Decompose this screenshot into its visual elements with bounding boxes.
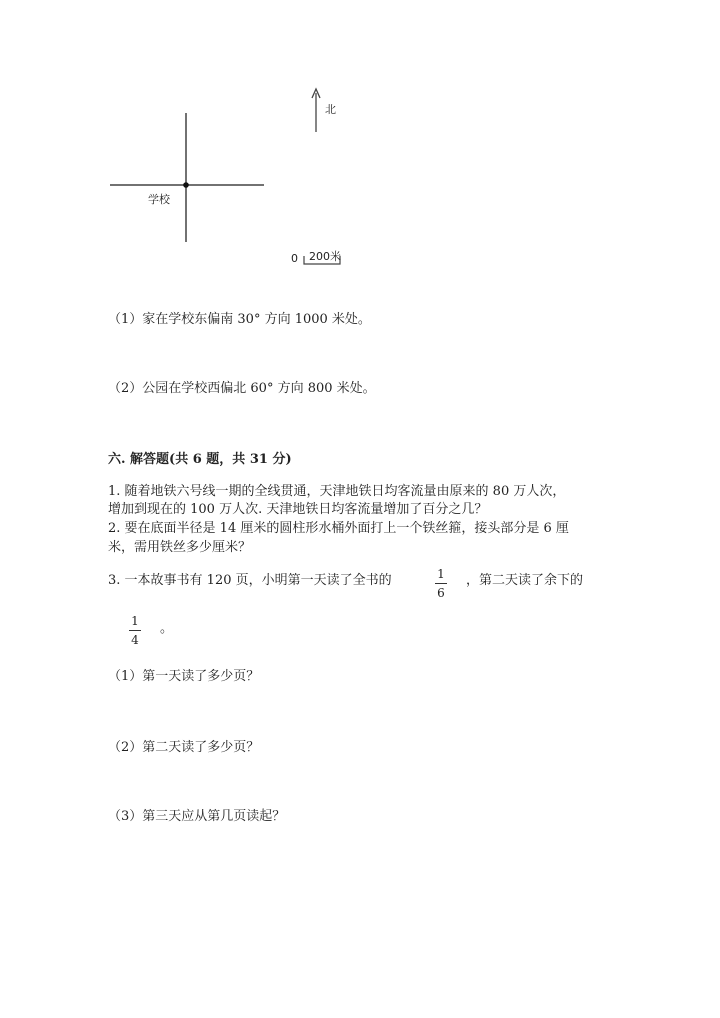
fraction-denominator: 4 (131, 633, 139, 647)
sub-question-1: （1）第一天读了多少页？ (108, 669, 260, 684)
scale-zero-label: 0 (291, 252, 298, 265)
problem-3-text-1: 3. 一本故事书有 120 页，小明第一天读了全书的 (108, 573, 392, 588)
problem-2-line-2: 米，需用铁丝多少厘米？ (108, 540, 252, 555)
problem-1-line-2: 增加到现在的 100 万人次. 天津地铁日均客流量增加了百分之几？ (108, 502, 488, 517)
problem-3-text-2: ，第二天读了余下的 (466, 573, 584, 588)
fraction-one-sixth (433, 567, 449, 600)
fraction-numerator: 1 (131, 614, 139, 628)
fraction-bar (435, 583, 447, 584)
problem-3-end: 。 (160, 621, 174, 636)
sub-question-2: （2）第二天读了多少页？ (108, 740, 260, 755)
school-point (183, 182, 189, 188)
fraction-denominator: 6 (437, 586, 445, 600)
map-question-1: （1）家在学校东偏南 30° 方向 1000 米处。 (108, 312, 371, 327)
map-diagram (0, 0, 720, 280)
problem-2-line-1: 2. 要在底面半径是 14 厘米的圆柱形水桶外面打上一个铁丝箍，接头部分是 6 厘 (108, 521, 569, 536)
map-question-2: （2）公园在学校西偏北 60° 方向 800 米处。 (108, 381, 376, 396)
scale-distance-label: 200米 (309, 250, 341, 263)
fraction-bar (129, 630, 141, 631)
fraction-one-quarter (127, 614, 143, 647)
section-title: 六. 解答题(共 6 题，共 31 分) (108, 452, 292, 467)
sub-question-3: （3）第三天应从第几页读起？ (108, 809, 286, 824)
problem-1-line-1: 1. 随着地铁六号线一期的全线贯通，天津地铁日均客流量由原来的 80 万人次， (108, 484, 566, 499)
school-label: 学校 (148, 193, 170, 206)
fraction-numerator: 1 (437, 567, 445, 581)
north-label: 北 (325, 103, 336, 116)
